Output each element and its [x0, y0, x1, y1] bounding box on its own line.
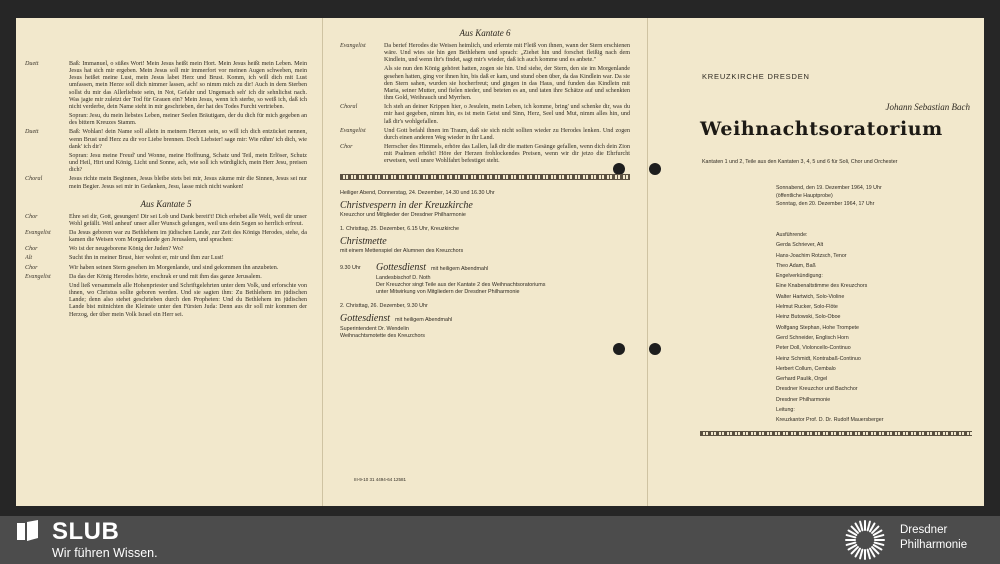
libretto-text: Jesus richte mein Beginnen, Jesus bleibe stets bei mir, Jesus zäume mir die Sinnen, Jesus sei nur mein Begier. Jesus sei mir in Gedanken, Jesu, lasse mich nicht wanken!: [69, 176, 307, 190]
libretto-entries-kantate-4: [25, 61, 307, 191]
service-title-note: mit heiligem Abendmahl: [395, 316, 453, 323]
libretto-entry: [25, 230, 307, 244]
slub-name: SLUB: [52, 518, 120, 545]
work-subtitle: Kantaten 1 und 2, Teile aus den Kantaten 3, 4, 5 und 6 für Soli, Chor und Orchester: [702, 159, 898, 165]
performer-line: Wolfgang Stephan, Hohe Trompete: [776, 324, 859, 331]
voice-role: Alt: [25, 255, 33, 262]
service-date: 1. Christtag, 25. Dezember, 6.15 Uhr, Kreuzkirche: [340, 225, 459, 232]
service-title-note: mit heiligem Abendmahl: [431, 265, 489, 272]
libretto-text: Sucht ihn in meiner Brust, hier wohnt er, mir und ihm zur Lust!: [69, 255, 224, 262]
libretto-text: Wo ist der neugeborene König der Juden? Wo?: [69, 246, 184, 253]
voice-role: Duett: [25, 61, 39, 67]
performer-line: Theo Adam, Baß: [776, 262, 816, 269]
service-detail: unter Mitwirkung von Mitgliedern der Dresdner Philharmonie: [376, 288, 520, 295]
service-date: Heiliger Abend, Donnerstag, 24. Dezember, 14.30 und 16.30 Uhr: [340, 189, 495, 196]
performer-line: Helmut Rucker, Solo-Flöte: [776, 304, 838, 311]
voice-role: Chor: [25, 213, 38, 220]
performer-line: Kreuzkantor Prof. D. Dr. Rudolf Mauersberger: [776, 417, 884, 424]
philharmonie-sunburst-icon: [844, 519, 886, 561]
voice-role: Evangelist: [25, 229, 51, 236]
performer-line: Leitung:: [776, 407, 795, 414]
service-time: 9.30 Uhr: [340, 264, 361, 271]
program-sheet: [16, 18, 984, 506]
performer-line: Gerd Schneider, Englisch Horn: [776, 334, 849, 341]
performance-dates: [776, 184, 882, 208]
service-title: Gottesdienst: [340, 312, 390, 324]
libretto-entry: [25, 61, 307, 111]
composer-name: Johann Sebastian Bach: [885, 102, 970, 112]
voice-role: Choral: [25, 176, 43, 183]
libretto-entry: [340, 43, 630, 64]
performer-line: Walter Hartwich, Solo-Violine: [776, 293, 845, 300]
performer-line: Herbert Collum, Cembalo: [776, 365, 836, 372]
performer-line: Heinz Butowski, Solo-Oboe: [776, 314, 841, 321]
service-detail: Der Kreuzchor singt Teile aus der Kantate 2 des Weihnachtsoratoriums: [376, 281, 546, 288]
libretto-entry: [340, 144, 630, 165]
performance-date: Sonnabend, den 19. Dezember 1964, 19 Uhr: [776, 185, 882, 191]
libretto-entry: [25, 153, 307, 174]
voice-role: [25, 153, 69, 174]
libretto-entry: [25, 274, 307, 281]
libretto-text: Baß: Immanuel, o süßes Wort! Mein Jesus heißt mein Hort. Mein Jesus heißt mein Leben. Mein Jesus hat sich mir ergeben. Mein Jesus soll mir immerfort vor meinen Augen schweben, mein Jesus heißet meine Lust, mein Jesus labet Herz und Brust. Komm, ich will dich mit Lust umfassen, mein Herze soll dich nimmer lassen, ach! so nimm mich zu dir! Auch in dem Sterben sollst du mir das Allerliebste sein, in Not, Gefahr und Ungemach seh' ich dir sehnlichst nach. Was jagte mir zuletzt der Tod für Grauen ein? Mein Jesus, wenn ich sterbe, so weiß ich, daß ich nicht verderbe, dein Name steht in mir geschrieben, der hat des Todes Furcht vertrieben.: [69, 61, 307, 110]
libretto-entry: [25, 214, 307, 228]
libretto-entry: [25, 129, 307, 150]
libretto-text: Da das der König Herodes hörte, erschrak er und mit ihm das ganze Jerusalem.: [69, 273, 262, 280]
libretto-entries-kantate-5: [25, 214, 307, 319]
fold-line-left: [322, 18, 323, 506]
libretto-text: Herrscher des Himmels, erhöre das Lallen, laß dir die matten Gesänge gefallen, wenn dich dein Zion mit Psalmen erhöht! Höre der Herzen frohlockendes Preisen, wenn wir dir jetzo die Ehrfurcht erweisen, weil unsre Wohlfahrt befestiget steht.: [384, 144, 630, 165]
voice-role: Chor: [340, 144, 353, 151]
voice-role: Chor: [25, 264, 38, 271]
service-detail: mit einem Mettenspiel der Alumnen des Kreuzchors: [340, 247, 464, 254]
libretto-text: Sopran: Jesu meine Freud' und Wonne, meine Hoffnung, Schatz und Teil, mein Erlöser, Schutz und Heil, Hirt und König, Licht und Sonne, ach, wie soll ich würdiglich, mein Herr Jesu, preisen dich?: [69, 152, 307, 174]
service-date: 2. Christtag, 26. Dezember, 9.30 Uhr: [340, 302, 428, 309]
libretto-text: Und Gott befahl ihnen im Traum, daß sie sich nicht sollten wieder zu Herodes lenken. Und zogen durch einen anderen Weg wieder in ihr Land.: [384, 127, 630, 141]
section-title-kantate-6: Aus Kantate 6: [459, 28, 511, 38]
performers-list: [776, 230, 883, 426]
performer-line: Dresdner Kreuzchor und Bachchor: [776, 386, 858, 393]
voice-role: [25, 113, 69, 127]
performer-line: Hans-Joachim Rotzsch, Tenor: [776, 252, 847, 259]
libretto-entry: [340, 104, 630, 125]
voice-role: [340, 66, 384, 102]
libretto-entry: [25, 176, 307, 190]
libretto-text: Ehre sei dir, Gott, gesungen! Dir sei Lob und Dank bereit't! Dich erhebet alle Welt, weil dir unser Wohl gefällt. Weil anheut' unser aller Wunsch gelungen, weil uns dein Segen so herrlich erfreut.: [69, 213, 307, 227]
libretto-entry: [25, 246, 307, 253]
work-title: Weihnachtsoratorium: [700, 118, 943, 140]
performer-line: Ausführende:: [776, 232, 808, 238]
libretto-entries-kantate-6: [340, 43, 630, 166]
performer-line: Gerhard Paulik, Orgel: [776, 376, 828, 383]
libretto-entry: [25, 255, 307, 262]
service-title: Christmette: [340, 235, 387, 247]
service-detail: Weihnachtsmotette des Kreuzchors: [340, 332, 425, 339]
footer-bar: [0, 516, 1000, 564]
print-code: III-9-10 31 4494-64 12581: [354, 477, 407, 482]
service-detail: Kreuzchor und Mitglieder der Dresdner Philharmonie: [340, 211, 466, 218]
church-name: KREUZKIRCHE DRESDEN: [702, 72, 810, 81]
slub-book-icon: [16, 520, 40, 542]
libretto-entry: [25, 113, 307, 127]
libretto-text: Wir haben seinen Stern gesehen im Morgenlande, und sind gekommen ihn anzubeten.: [69, 264, 279, 271]
voice-role: Evangelist: [25, 273, 51, 280]
performer-line: Heinz Schmidt, Kontrabaß-Continuo: [776, 355, 861, 362]
libretto-entry: [25, 265, 307, 272]
performer-line: Engelverkündigung:: [776, 273, 823, 280]
libretto-text: Ich steh an deiner Krippen hier, o Jesulein, mein Leben, ich komme, bring' und schenke dir, was du mir hast gegeben, nimm hin, es ist mein Geist und Sinn, Herz, Seel und Mut, nimm alles hin, und laß dir's wohlgefallen.: [384, 104, 630, 125]
performer-line: Peter Doll, Violoncello-Continuo: [776, 345, 851, 352]
voice-role: Evangelist: [340, 127, 366, 134]
performance-date: Sonntag, den 20. Dezember 1964, 17 Uhr: [776, 201, 875, 207]
service-title: Christvespern in der Kreuzkirche: [340, 199, 473, 211]
libretto-panel-left: [25, 18, 307, 506]
libretto-panel-middle: [340, 18, 630, 506]
ornament-divider: [340, 174, 630, 180]
cover-panel: [648, 18, 984, 506]
voice-role: Evangelist: [340, 43, 366, 49]
voice-role: Choral: [340, 104, 358, 111]
performer-line: Eine Knabenaltstimme des Kreuzchors: [776, 283, 868, 290]
performer-line: Gerda Schriever, Alt: [776, 242, 824, 249]
service-schedule: [340, 190, 630, 340]
slub-tagline: Wir führen Wissen.: [52, 546, 158, 560]
performance-date-note: (öffentliche Hauptprobe): [776, 193, 833, 199]
service-detail: Superintendent Dr. Wendelin: [340, 325, 409, 332]
libretto-text: Da Jesus geboren war zu Bethlehem im jüdischen Lande, zur Zeit des Königs Herodes, siehe, da kamen die Weisen vom Morgenlande gen Jerusalem, und sprachen:: [69, 229, 307, 244]
philharmonie-name-line-1: Dresdner: [900, 524, 948, 536]
service-detail: Landesbischof D. Noth: [376, 274, 431, 281]
ornament-divider: [700, 431, 972, 436]
libretto-text: Da berief Herodes die Weisen heimlich, und erlernte mit Fleiß von ihnen, wann der Stern erschienen wäre. Und wies sie hin gen Bethlehem und sprach: „Ziehet hin und forschet fleißig nach dem Kindlein, und wenn ihr's findet, sagt mir's wieder, daß ich auch komme und es anbete.": [384, 43, 630, 64]
voice-role: Duett: [25, 129, 39, 136]
libretto-entry: [25, 283, 307, 319]
section-title-kantate-5: Aus Kantate 5: [140, 198, 192, 209]
libretto-text: Als sie nun den König gehöret hatten, zogen sie hin. Und siehe, der Stern, den sie im Morgenlande gesehen hatten, ging vor ihnen hin, bis daß er kam, und stund oben über, da das Kindlein war. Da sie den Stern sahen, wurden sie hocherfreut; und gingen in das Haus, und funden das Kindlein mit Maria, seiner Mutter, und fielen nieder, und beteten es an, und taten ihre Schätze auf und schenkten ihm Gold, Weihrauch und Myrrhen.: [384, 66, 630, 102]
performer-line: Dresdner Philharmonie: [776, 396, 831, 403]
libretto-entry: [340, 66, 630, 102]
voice-role: [25, 283, 69, 319]
libretto-text: Sopran: Jesu, du mein liebstes Leben, meiner Seelen Bräutigam, der du dich für mich gegeben an des bittern Kreuzes Stamm.: [69, 113, 307, 127]
service-title: Gottesdienst: [376, 261, 426, 273]
voice-role: Chor: [25, 246, 38, 253]
libretto-entry: [340, 128, 630, 142]
libretto-text: Und ließ versammeln alle Hohenpriester und Schriftgelehrten unter dem Volk, und erforschte von ihnen, wo Christus sollte geboren werden. Und sie sagten ihm: Zu Bethlehem im jüdischen Lande; denn also stehet geschrieben durch den Propheten: Und du Bethlehem im jüdischen Lande bist mitnichten die Kleinste unter den Fürsten Juda: Denn aus dir soll mir kommen der Herzog, der über mein Volk Israel ein Herr sei.: [69, 282, 307, 318]
libretto-text: Baß: Wohlan! dein Name soll allein in meinem Herzen sein, so will ich dich entzücket nennen, wenn Brust und Herz zu dir vor Liebe brennen. Doch Liebster! sage mir: Wie rühm' ich dich, wie dank' ich dir?: [69, 129, 307, 150]
philharmonie-name-line-2: Philharmonie: [900, 539, 968, 551]
